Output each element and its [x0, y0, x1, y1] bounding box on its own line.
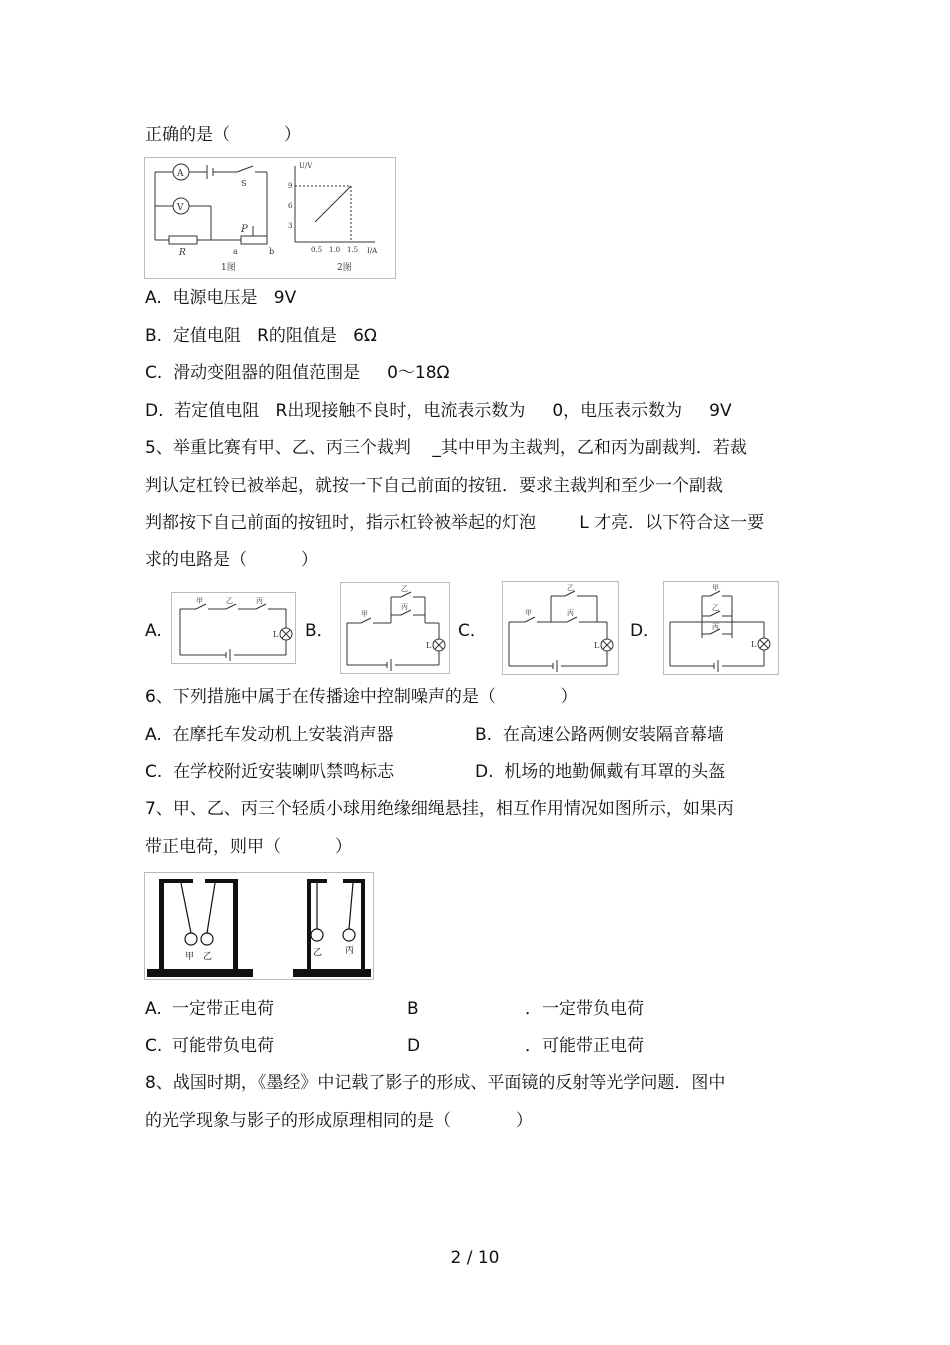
x-tick-0-5: 0.5 [311, 246, 323, 254]
page-number: 2 / 10 [450, 1248, 500, 1268]
end-a-label: a [233, 247, 238, 256]
q7-option-d-letter: D [407, 1036, 421, 1056]
fig1-label: 1图 [221, 263, 236, 273]
q8-line-1: 8、战国时期，《墨经》中记载了影子的形成、平面镜的反射等光学问题．图中 [145, 1073, 726, 1093]
q5-line-3: 判都按下自己前面的按钮时，指示杠铃被举起的灯泡 L 才亮．以下符合这一要 [145, 513, 765, 533]
q4-option-a: A. 电源电压是 9V [145, 288, 297, 308]
q5-circuit-c [502, 581, 619, 675]
switch-label: S [241, 179, 247, 188]
y-axis-label: U/V [299, 162, 313, 170]
q5-line-4: 求的电路是（ ） [145, 550, 319, 570]
q5-choice-a-label: A. [145, 621, 162, 641]
q5-choice-b-label: B． [305, 621, 334, 641]
lamp-label: L [426, 641, 432, 650]
switch-bing: 丙 [712, 623, 719, 631]
q7-option-a-letter: A. [145, 999, 162, 1019]
q4-circuit-figure [144, 157, 396, 279]
x-tick-1-5: 1.5 [347, 246, 359, 254]
ball-jia-label: 甲 [185, 952, 195, 962]
q7-pendulum-figure [144, 872, 374, 980]
q5-line-1: 5、举重比赛有甲、乙、丙三个裁判 _其中甲为主裁判，乙和丙为副裁判．若裁 [145, 438, 747, 458]
switch-bing: 丙 [401, 603, 408, 611]
q4-option-d: D. 若定值电阻 R出现接触不良时，电流表示数为 0，电压表示数为 9V [145, 401, 732, 421]
q7-option-c-letter: C. [145, 1036, 163, 1056]
q7-option-b-letter: B [407, 999, 419, 1019]
q5-choice-d-label: D． [630, 621, 661, 641]
q7-option-b-text: ．一定带负电荷 [525, 999, 644, 1019]
y-tick-9: 9 [288, 182, 293, 190]
switch-yi: 乙 [401, 585, 408, 593]
q6-option-b: B. 在高速公路两侧安装隔音幕墙 [475, 725, 724, 745]
lamp-label: L [594, 641, 600, 650]
q8-line-2: 的光学现象与影子的形成原理相同的是（ ） [145, 1111, 533, 1131]
q6-option-d: D. 机场的地勤佩戴有耳罩的头盔 [475, 762, 726, 782]
lamp-label: L [273, 630, 279, 639]
y-tick-6: 6 [288, 202, 293, 210]
fig2-label: 2图 [337, 263, 352, 273]
q6-option-a: A. 在摩托车发动机上安装消声器 [145, 725, 394, 745]
end-b-label: b [269, 247, 275, 256]
q6-option-c: C. 在学校附近安装喇叭禁鸣标志 [145, 762, 395, 782]
q5-circuit-d [663, 581, 779, 675]
ball-bing-label: 丙 [345, 946, 355, 956]
q4-option-b: B. 定值电阻 R的阻值是 6Ω [145, 326, 377, 346]
q7-line-2: 带正电荷，则甲（ ） [145, 837, 353, 857]
q6-stem: 6、下列措施中属于在传播途中控制噪声的是（ ） [145, 687, 578, 707]
slider-label: P [241, 224, 248, 235]
q4-stem-tail: 正确的是（ ） [145, 125, 302, 145]
ball-yi-label: 乙 [203, 952, 213, 962]
q7-option-c-text: 可能带负电荷 [172, 1036, 274, 1056]
switch-bing: 丙 [256, 597, 263, 605]
switch-jia: 甲 [196, 597, 203, 605]
q7-option-d-text: ．可能带正电荷 [525, 1036, 644, 1056]
switch-jia: 甲 [712, 584, 719, 592]
switch-yi: 乙 [226, 597, 233, 605]
q7-option-a-text: 一定带正电荷 [172, 999, 274, 1019]
lamp-label: L [751, 640, 757, 649]
ball-yi-label-2: 乙 [313, 948, 323, 958]
switch-jia: 甲 [361, 610, 368, 618]
switch-bing: 丙 [567, 609, 574, 617]
q5-line-2: 判认定杠铃已被举起，就按一下自己前面的按钮．要求主裁判和至少一个副裁 [145, 476, 723, 496]
x-axis-label: I/A [367, 247, 378, 255]
q7-line-1: 7、甲、乙、丙三个轻质小球用绝缘细绳悬挂，相互作用情况如图所示，如果丙 [145, 799, 734, 819]
voltmeter-label: V [177, 203, 184, 213]
switch-yi: 乙 [567, 584, 574, 592]
q4-option-c: C. 滑动变阻器的阻值范围是 0～18Ω [145, 363, 450, 383]
switch-jia: 甲 [525, 609, 532, 617]
resistor-label: R [179, 248, 186, 258]
switch-yi: 乙 [712, 604, 719, 612]
x-tick-1-0: 1.0 [329, 246, 341, 254]
y-tick-3: 3 [288, 222, 293, 230]
ammeter-label: A [177, 169, 184, 179]
q5-circuit-a [171, 592, 296, 664]
q5-circuit-b [340, 582, 450, 674]
q5-choice-c-label: C． [458, 621, 487, 641]
